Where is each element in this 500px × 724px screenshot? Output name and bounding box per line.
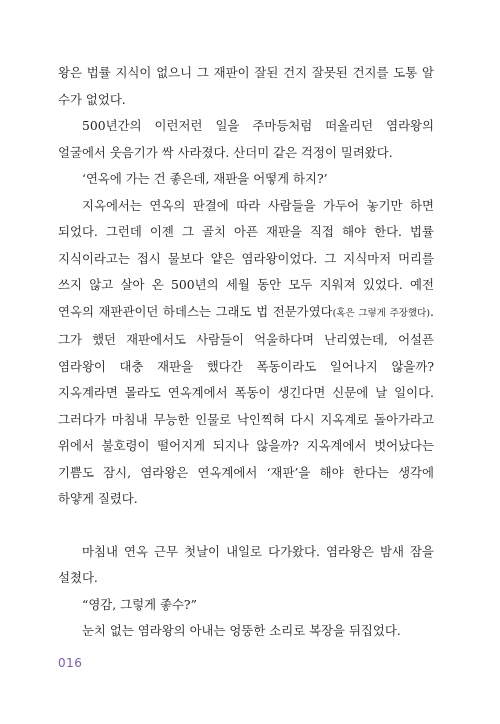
inner-thought: ‘연옥에 가는 건 좋은데, 재판을 어떻게 하지?’ [82, 171, 328, 186]
body-text [58, 60, 434, 645]
paragraph: 눈치 없는 염라왕의 아내는 엉뚱한 소리로 복장을 뒤집었다. [82, 623, 401, 638]
paragraph: 500년간의 이런저런 일을 주마등처럼 떠올리던 염라왕의 얼굴에서 웃음기가 싹 사라졌다. 산더미 같은 걱정이 밀려왔다. [58, 118, 434, 160]
aside-note: (혹은 그렇게 주장했다) [332, 307, 431, 319]
page-number: 016 [58, 656, 83, 670]
paragraph-text: 지옥에서는 연옥의 판결에 따라 사람들을 가두어 놓기만 하면 되었다. 그런데 이젠 그 골치 아픈 재판을 직접 해야 한다. 법률 지식이라고는 접시 물보다 얕은 염라왕이었다. 그 지식마저 머리를 쓰지 않고 살아 온 500년의 세월 동안 모두 지워져 있었다. 예전 연옥의 재판관이던 하데스는 그래도 법 전문가였다 [58, 197, 434, 319]
paragraph: 왕은 법률 지식이 없으니 그 재판이 잘된 건지 잘못된 건지를 도통 알 수가 없었다. [58, 65, 434, 107]
paragraph [58, 193, 434, 513]
paragraph-text: . 그가 했던 재판에서도 사람들이 억울하다며 난리였는데, 어설픈 염라왕이 대충 재판을 했다간 폭동이라도 일어나지 않을까? 지옥계라면 몰라도 연옥계에서 폭동이 생긴다면 신문에 날 일이다. 그러다가 마침내 무능한 인물로 낙인찍혀 다시 지옥계로 돌아가라고 위에서 불호령이 떨어지게 되지나 않을까? 지옥계에서 벗어났다는 기쁨도 잠시, 염라왕은 연옥계에서 ‘재판’을 해야 한다는 생각에 하얗게 질렸다. [58, 303, 434, 506]
dialogue: “영감, 그렇게 좋수?” [82, 596, 197, 612]
paragraph: 마침내 연옥 근무 첫날이 내일로 다가왔다. 염라왕은 밤새 잠을 설쳤다. [58, 543, 434, 585]
